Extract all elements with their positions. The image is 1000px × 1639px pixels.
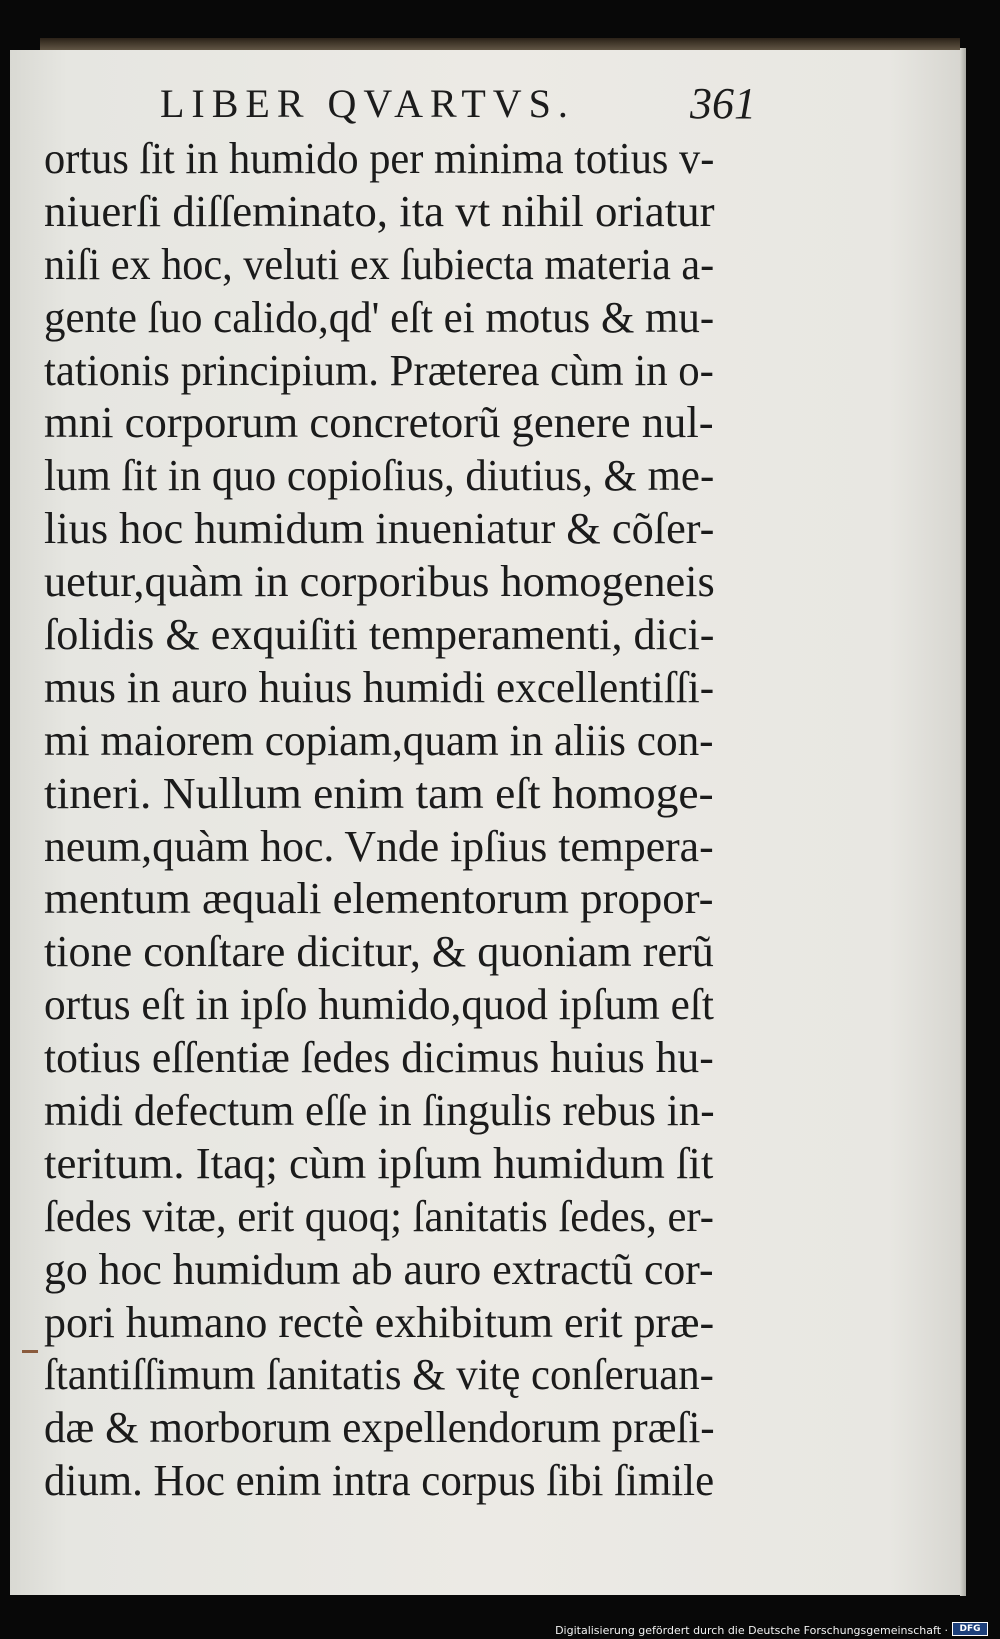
text-line: ortus eſt in ipſo humido,quod ipſum eſt [44, 980, 714, 1030]
text-line: tione conſtare dicitur, & quoniam rerũ [44, 927, 714, 977]
text-line: ortus ſit in humido per minima totius v- [44, 134, 715, 183]
text-line: mus in auro huius humidi excellentiſſi- [44, 662, 715, 712]
digitization-credit: Digitalisierung gefördert durch die Deutsche Forschungsgemeinschaft · [555, 1624, 948, 1637]
text-line: mni corporum concretorũ genere nul- [44, 398, 714, 448]
text-line: pori humano rectè exhibitum erit prӕ- [44, 1297, 715, 1347]
text-line: niſi ex hoc, veluti ex ſubiecta materia a- [44, 239, 715, 289]
running-head: LIBER QVARTVS. [160, 81, 575, 126]
text-line: midi defectum eſſe in ſingulis rebus in- [44, 1086, 715, 1136]
text-line: gente ſuo calido,qd' eſt ei motus & mu- [44, 292, 715, 342]
text-line: go hoc humidum ab auro extractũ cor- [44, 1244, 714, 1294]
text-line: totius eſſentiӕ ſedes dicimus huius hu- [44, 1033, 714, 1083]
text-line: lius hoc humidum inueniatur & cõſer- [44, 504, 715, 554]
text-line: uetur,quàm in corporibus homogeneis [44, 557, 715, 607]
text-line: lum ſit in quo copioſius, diutius, & me- [44, 451, 715, 501]
text-line: teritum. Itaq; cùm ipſum humidum ſit [44, 1138, 714, 1188]
text-line: tationis principium. Prӕterea cùm in o- [44, 345, 714, 395]
text-line: ſedes vitӕ, erit quoq; ſanitatis ſedes, er- [44, 1191, 715, 1241]
body-text [44, 133, 744, 1508]
text-line: ſtantiſſimum ſanitatis & vitę conſeruan- [44, 1350, 714, 1400]
text-line: niuerſi diſſeminato, ita vt nihil oriatur [44, 186, 715, 236]
text-line: tineri. Nullum enim tam eſt homoge- [44, 768, 714, 818]
page-number: 361 [690, 79, 756, 128]
text-line: dӕ & morborum expellendorum prӕſi- [44, 1403, 715, 1453]
text-line: mentum ӕquali elementorum propor- [44, 874, 714, 924]
page-edge [960, 48, 966, 1596]
text-line: ſolidis & exquiſiti temperamenti, dici- [44, 610, 715, 660]
margin-mark [22, 1350, 38, 1353]
dfg-logo: DFG [952, 1622, 988, 1636]
text-line: dium. Hoc enim intra corpus ſibi ſimile [44, 1456, 715, 1506]
text-line: mi maiorem copiam,quam in aliis con- [44, 715, 714, 765]
text-line: neum,quàm hoc. Vnde ipſius tempera- [44, 821, 714, 871]
